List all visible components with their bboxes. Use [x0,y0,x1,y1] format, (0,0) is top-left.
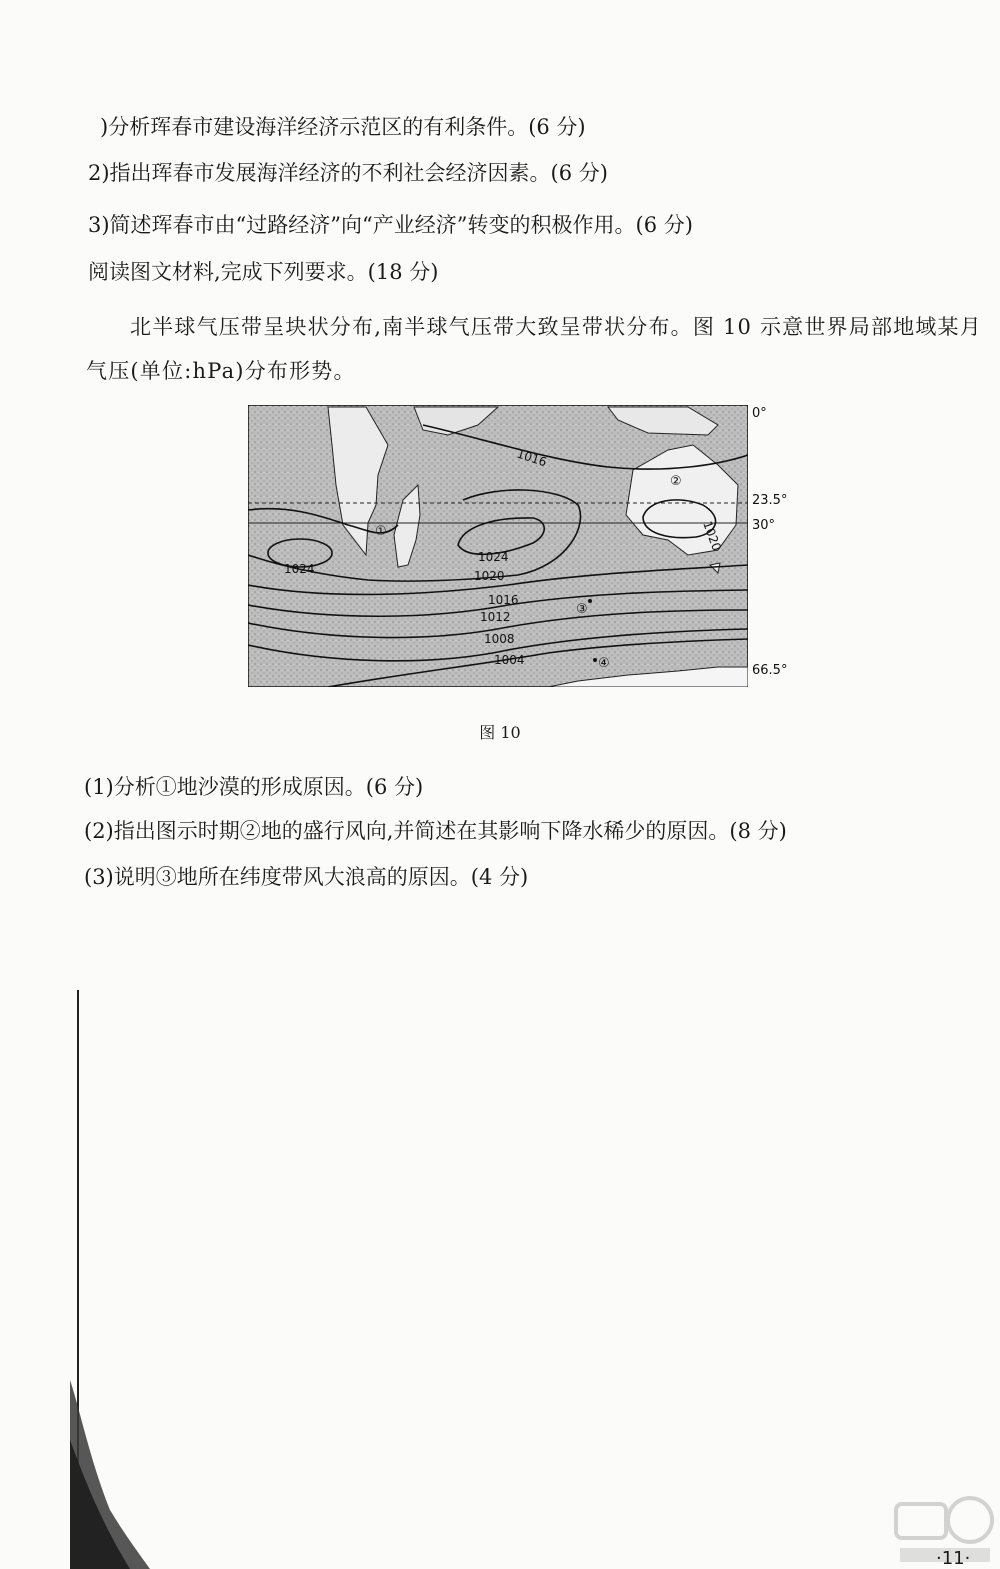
scan-edge-shadow [70,990,150,1569]
lat-label: 30° [752,518,776,533]
question-b2: (2)指出图示时期②地的盛行风向,并简述在其影响下降水稀少的原因。(8 分) [84,819,787,843]
isobar-label: 1016 [488,593,519,607]
isobar-label: 1020 [474,569,505,583]
figure-caption: 图 10 [479,723,521,742]
question-b3: (3)说明③地所在纬度带风大浪高的原因。(4 分) [84,865,529,889]
material-paragraph: 北半球气压带呈块状分布,南半球气压带大致呈带状分布。图 10 示意世界局部地域某月气压(单位:hPa)分布形势。 [86,315,982,383]
question-b1: (1)分析①地沙漠的形成原因。(6 分) [84,775,424,799]
question-3: 3)简述珲春市由“过路经济”向“产业经济”转变的积极作用。(6 分) [88,213,693,237]
lat-label: 0° [752,406,767,421]
isobar-label: 1008 [484,632,515,646]
isobar-label: 1016 [515,446,549,470]
isobar-label: 1020 [700,519,724,553]
page-number: ·11· [936,1548,971,1569]
isobar-label: 1024 [478,550,509,564]
question-2: 2)指出珲春市发展海洋经济的不利社会经济因素。(6 分) [88,161,608,185]
isobar-label: 1012 [480,610,511,624]
point-label-2: ② [670,474,682,489]
point-label-4: ④ [598,656,610,671]
point-label-3: ③ [576,602,588,617]
pressure-map [248,405,748,687]
lat-label: 23.5° [752,493,788,508]
point-label-1: ① [375,524,387,539]
latitude-labels [748,400,808,690]
isobar-label: 1004 [494,653,525,667]
lat-label: 66.5° [752,663,788,678]
isobar-label: 1024 [284,562,315,576]
point-marker [588,599,592,603]
point-marker [593,658,597,662]
section-intro: 阅读图文材料,完成下列要求。(18 分) [88,260,439,284]
question-1: )分析珲春市建设海洋经济示范区的有利条件。(6 分) [100,115,586,139]
